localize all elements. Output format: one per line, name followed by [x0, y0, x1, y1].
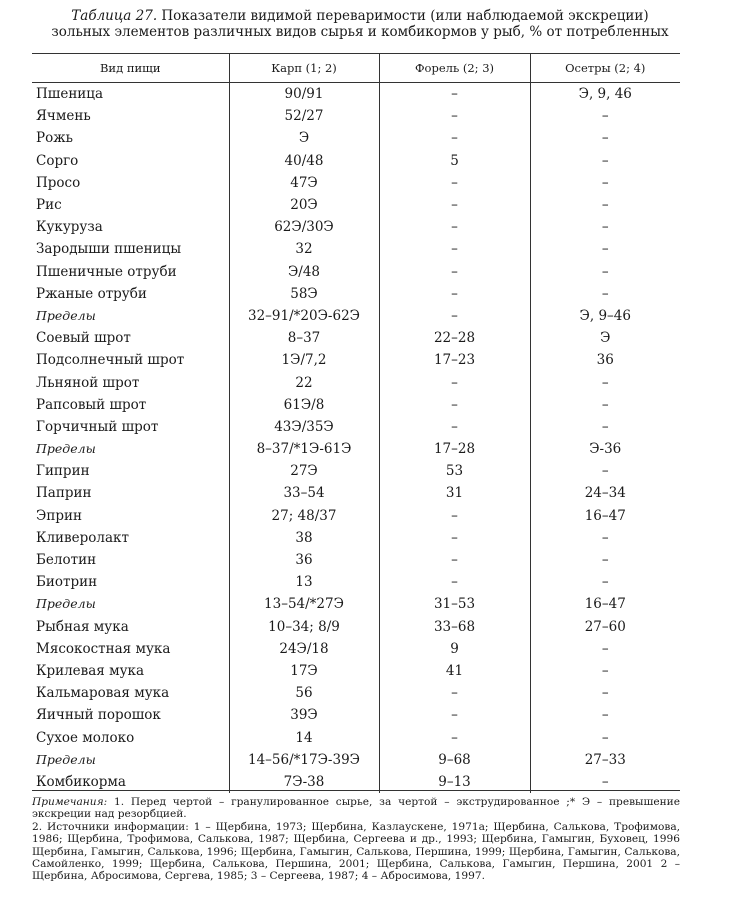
cell-trout: 9: [379, 638, 530, 660]
cell-carp: 58Э: [229, 283, 379, 305]
table-row: [32, 616, 680, 638]
cell-food-name: Ячмень: [36, 108, 91, 125]
cell-trout: –: [379, 571, 530, 593]
cell-food-name: Гиприн: [36, 463, 90, 480]
cell-carp: Э/48: [229, 261, 379, 283]
cell-trout: –: [379, 371, 530, 393]
table-row: [32, 394, 680, 416]
column-header-sturgeon: Осетры (2; 4): [530, 54, 680, 83]
cell-food-name: Эприн: [36, 507, 82, 524]
cell-food-name: Рапсовый шрот: [36, 396, 147, 413]
cell-carp: 32: [229, 238, 379, 260]
cell-trout: –: [379, 682, 530, 704]
cell-sturgeon: Э, 9–46: [530, 305, 680, 327]
cell-trout: 17–28: [379, 438, 530, 460]
cell-carp: 14–56/*17Э-39Э: [229, 749, 379, 771]
caption-label: Таблица 27.: [71, 8, 158, 24]
note-2-text: 2. Источники информации: 1 – Щербина, 1973; Щербина, Казлаускене, 1971а; Щербина, Салькова, Трофимова, 1986; Щербина, Трофимова, Салькова, 1987; Щербина, Сергеева и др., 1993; Щербина, Гамыгин, Буховец, 1996 Щербина, Гамыгин, Салькова, 1996; Щербина, Гамыгин, Салькова, Першина, 1999; Щербина, Гамыгин, Салькова, Самойленко, 1999; Щербина, Салькова, Першина, 2001; Щербина, Салькова, Гамыгин, Першина, 2001 2 – Щербина, Абросимова, Сергева, 1985; 3 – Сергеева, 1987; 4 – Абросимова, 1997.: [32, 820, 680, 883]
cell-sturgeon: –: [530, 127, 680, 149]
cell-carp: 90/91: [229, 83, 379, 106]
cell-sturgeon: –: [530, 371, 680, 393]
cell-trout: –: [379, 305, 530, 327]
cell-carp: 14: [229, 726, 379, 748]
cell-sturgeon: 27–33: [530, 749, 680, 771]
cell-food-name: Соевый шрот: [36, 330, 131, 347]
cell-sturgeon: –: [530, 571, 680, 593]
table-row: [32, 571, 680, 593]
cell-food-name: Кливеролакт: [36, 529, 129, 546]
table-row: [32, 527, 680, 549]
digestibility-table: [32, 54, 680, 793]
cell-food-name: Зародыши пшеницы: [36, 241, 182, 258]
cell-sturgeon: –: [530, 771, 680, 793]
table-row: [32, 349, 680, 371]
cell-trout: –: [379, 238, 530, 260]
cell-sturgeon: –: [530, 638, 680, 660]
cell-trout: –: [379, 527, 530, 549]
cell-food-name: Пределы: [36, 596, 96, 612]
note-1: [32, 796, 680, 821]
cell-food-name: Кукуруза: [36, 219, 103, 236]
cell-sturgeon: 27–60: [530, 616, 680, 638]
cell-carp: 24Э/18: [229, 638, 379, 660]
table-row: [32, 638, 680, 660]
table-row: [32, 261, 680, 283]
table-header-row: [32, 54, 680, 83]
cell-sturgeon: 16–47: [530, 593, 680, 615]
table-row-limits: [32, 305, 680, 327]
cell-food-name: Паприн: [36, 485, 92, 502]
cell-carp: 47Э: [229, 172, 379, 194]
cell-food-name: Пределы: [36, 751, 96, 767]
cell-trout: –: [379, 261, 530, 283]
cell-food-name: Белотин: [36, 552, 97, 569]
cell-trout: 41: [379, 660, 530, 682]
cell-trout: –: [379, 726, 530, 748]
table-row: [32, 416, 680, 438]
cell-carp: 7Э-38: [229, 771, 379, 793]
cell-sturgeon: 24–34: [530, 482, 680, 504]
cell-carp: 36: [229, 549, 379, 571]
column-header-carp: Карп (1; 2): [229, 54, 379, 83]
cell-trout: 53: [379, 460, 530, 482]
cell-trout: –: [379, 105, 530, 127]
cell-sturgeon: –: [530, 172, 680, 194]
cell-sturgeon: –: [530, 261, 680, 283]
cell-trout: –: [379, 416, 530, 438]
cell-carp: 40/48: [229, 150, 379, 172]
table-row: [32, 505, 680, 527]
cell-trout: 9–13: [379, 771, 530, 793]
cell-trout: –: [379, 394, 530, 416]
cell-sturgeon: –: [530, 283, 680, 305]
table-row: [32, 283, 680, 305]
cell-sturgeon: Э: [530, 327, 680, 349]
column-header-food-type: Вид пищи: [32, 54, 229, 83]
cell-carp: 13: [229, 571, 379, 593]
cell-sturgeon: –: [530, 394, 680, 416]
cell-food-name: Рис: [36, 197, 62, 214]
table-bottom-rule: [32, 790, 680, 791]
table-caption: [40, 8, 680, 40]
table-row: [32, 371, 680, 393]
cell-food-name: Комбикорма: [36, 773, 126, 790]
cell-trout: 31–53: [379, 593, 530, 615]
table-row: [32, 238, 680, 260]
cell-carp: Э: [229, 127, 379, 149]
cell-carp: 22: [229, 371, 379, 393]
cell-carp: 10–34; 8/9: [229, 616, 379, 638]
cell-trout: –: [379, 127, 530, 149]
table-row: [32, 460, 680, 482]
table-row-limits: [32, 438, 680, 460]
column-header-trout: Форель (2; 3): [379, 54, 530, 83]
cell-food-name: Кальмаровая мука: [36, 685, 170, 702]
cell-food-name: Пределы: [36, 307, 96, 323]
note-2: [32, 821, 680, 883]
cell-sturgeon: –: [530, 416, 680, 438]
cell-carp: 52/27: [229, 105, 379, 127]
cell-sturgeon: –: [530, 704, 680, 726]
table-row: [32, 327, 680, 349]
cell-sturgeon: 16–47: [530, 505, 680, 527]
cell-trout: 22–28: [379, 327, 530, 349]
cell-carp: 56: [229, 682, 379, 704]
cell-carp: 38: [229, 527, 379, 549]
table-row: [32, 660, 680, 682]
cell-food-name: Пределы: [36, 441, 96, 457]
cell-carp: 61Э/8: [229, 394, 379, 416]
cell-trout: –: [379, 194, 530, 216]
cell-sturgeon: –: [530, 682, 680, 704]
table-body: [32, 83, 680, 794]
cell-carp: 43Э/35Э: [229, 416, 379, 438]
cell-carp: 32–91/*20Э-62Э: [229, 305, 379, 327]
table-row: [32, 682, 680, 704]
cell-sturgeon: 36: [530, 349, 680, 371]
cell-food-name: Яичный порошок: [36, 707, 161, 724]
cell-trout: 9–68: [379, 749, 530, 771]
cell-food-name: Мясокостная мука: [36, 640, 171, 657]
table-row: [32, 83, 680, 106]
cell-sturgeon: –: [530, 150, 680, 172]
note-1-text: 1. Перед чертой – гранулированное сырье, за чертой – экструдированное ;* Э – превышение экскреции над резорбцией.: [32, 796, 680, 821]
cell-sturgeon: –: [530, 726, 680, 748]
table-row: [32, 150, 680, 172]
table-row: [32, 726, 680, 748]
table-notes: [32, 796, 680, 883]
cell-sturgeon: –: [530, 660, 680, 682]
cell-trout: –: [379, 83, 530, 106]
cell-food-name: Крилевая мука: [36, 662, 145, 679]
table-row: [32, 172, 680, 194]
cell-carp: 39Э: [229, 704, 379, 726]
cell-food-name: Пшеница: [36, 86, 104, 103]
cell-trout: –: [379, 704, 530, 726]
table-row: [32, 704, 680, 726]
cell-food-name: Просо: [36, 174, 81, 191]
cell-carp: 8–37: [229, 327, 379, 349]
cell-sturgeon: Э-36: [530, 438, 680, 460]
cell-sturgeon: –: [530, 238, 680, 260]
cell-sturgeon: –: [530, 527, 680, 549]
table-row: [32, 105, 680, 127]
cell-sturgeon: –: [530, 194, 680, 216]
table-row-limits: [32, 749, 680, 771]
cell-food-name: Ржаные отруби: [36, 285, 147, 302]
cell-carp: 33–54: [229, 482, 379, 504]
table-row: [32, 482, 680, 504]
cell-carp: 20Э: [229, 194, 379, 216]
cell-carp: 27; 48/37: [229, 505, 379, 527]
cell-food-name: Рожь: [36, 130, 73, 147]
table-row-limits: [32, 593, 680, 615]
cell-trout: 5: [379, 150, 530, 172]
cell-sturgeon: –: [530, 105, 680, 127]
cell-trout: –: [379, 549, 530, 571]
caption-text: Показатели видимой переваримости (или наблюдаемой экскреции) зольных элементов различных видов сырья и комбикормов у рыб, % от потребленных: [51, 8, 669, 40]
cell-carp: 27Э: [229, 460, 379, 482]
cell-food-name: Льняной шрот: [36, 374, 140, 391]
table-row: [32, 127, 680, 149]
cell-trout: 33–68: [379, 616, 530, 638]
cell-trout: –: [379, 283, 530, 305]
cell-food-name: Подсолнечный шрот: [36, 352, 185, 369]
cell-trout: 31: [379, 482, 530, 504]
cell-food-name: Сухое молоко: [36, 729, 135, 746]
cell-sturgeon: –: [530, 460, 680, 482]
cell-carp: 8–37/*1Э-61Э: [229, 438, 379, 460]
cell-sturgeon: –: [530, 549, 680, 571]
cell-carp: 13–54/*27Э: [229, 593, 379, 615]
cell-sturgeon: –: [530, 216, 680, 238]
cell-trout: –: [379, 172, 530, 194]
table-row: [32, 216, 680, 238]
cell-food-name: Биотрин: [36, 574, 98, 591]
cell-carp: 17Э: [229, 660, 379, 682]
notes-label: Примечания:: [32, 796, 108, 808]
cell-trout: –: [379, 216, 530, 238]
cell-food-name: Сорго: [36, 152, 79, 169]
cell-carp: 62Э/30Э: [229, 216, 379, 238]
cell-trout: 17–23: [379, 349, 530, 371]
cell-food-name: Рыбная мука: [36, 618, 129, 635]
table-row: [32, 549, 680, 571]
cell-food-name: Горчичный шрот: [36, 418, 159, 435]
cell-trout: –: [379, 505, 530, 527]
cell-food-name: Пшеничные отруби: [36, 263, 177, 280]
cell-sturgeon: Э, 9, 46: [530, 83, 680, 106]
table-row: [32, 194, 680, 216]
cell-carp: 1Э/7,2: [229, 349, 379, 371]
